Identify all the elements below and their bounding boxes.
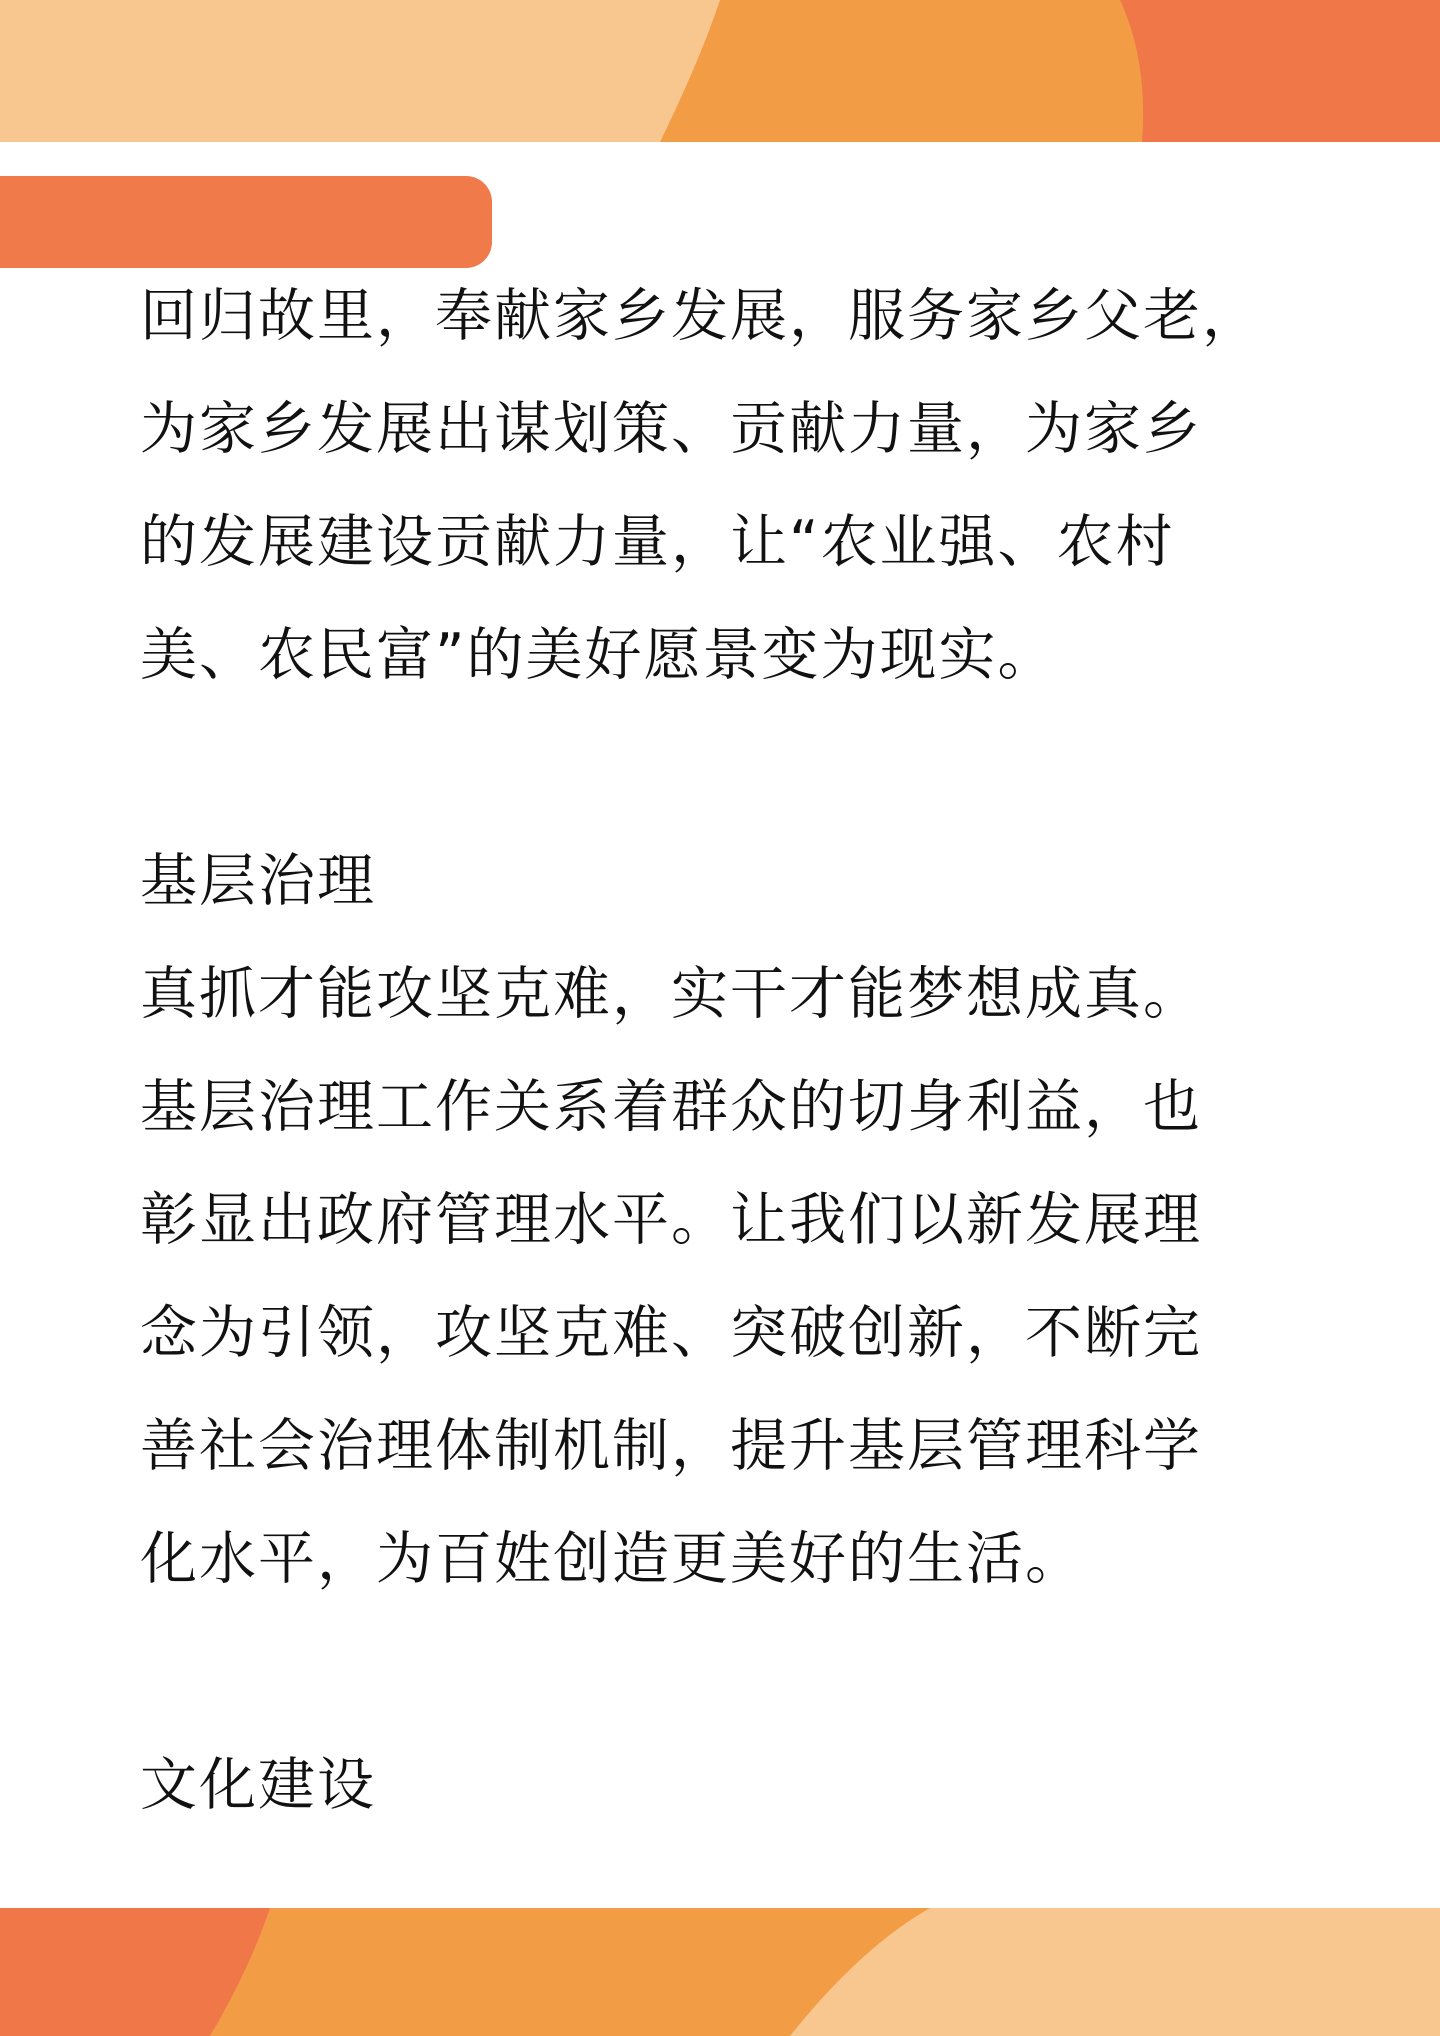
paragraph-line: 回归故里，奉献家乡发展，服务家乡父老，	[140, 283, 1261, 349]
section-cultural-construction	[140, 1729, 1320, 1842]
document-body	[140, 260, 1320, 1842]
top-decorative-banner	[0, 0, 1440, 142]
section-spacer	[140, 712, 1320, 825]
paragraph-line: 的发展建设贡献力量，让“农业强、农村	[140, 509, 1175, 575]
paragraph-line: 彰显出政府管理水平。让我们以新发展理	[140, 1187, 1202, 1253]
section-intro	[140, 260, 1320, 712]
paragraph-line: 善社会治理体制机制，提升基层管理科学	[140, 1413, 1202, 1479]
side-accent-tab	[0, 176, 492, 268]
paragraph-line: 念为引领，攻坚克难、突破创新，不断完	[140, 1300, 1202, 1366]
bottom-decorative-banner	[0, 1908, 1440, 2036]
paragraph-line: 为家乡发展出谋划策、贡献力量，为家乡	[140, 396, 1202, 462]
section-heading: 基层治理	[140, 848, 376, 914]
section-heading: 文化建设	[140, 1752, 376, 1818]
paragraph-line: 基层治理工作关系着群众的切身利益，也	[140, 1074, 1202, 1140]
section-spacer	[140, 1616, 1320, 1729]
section-grassroots-governance	[140, 825, 1320, 1616]
paragraph-line: 真抓才能攻坚克难，实干才能梦想成真。	[140, 961, 1202, 1027]
paragraph-line: 化水平，为百姓创造更美好的生活。	[140, 1526, 1084, 1592]
paragraph-line: 美、农民富”的美好愿景变为现实。	[140, 622, 1057, 688]
banner-red-orange-wave	[1120, 0, 1440, 142]
